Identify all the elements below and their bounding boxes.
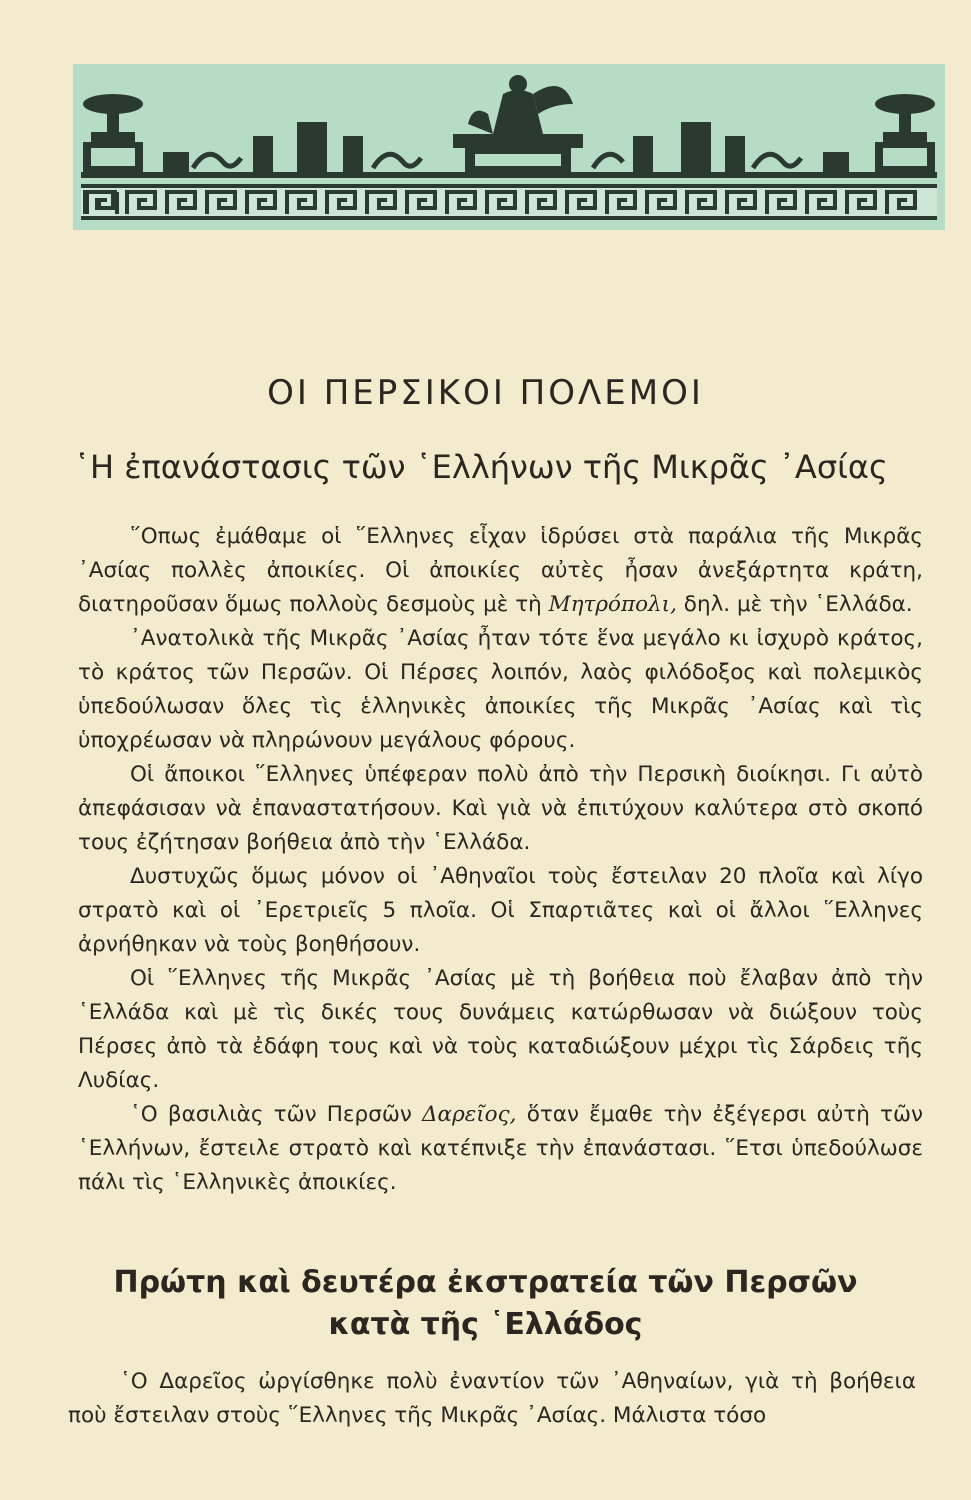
oil-lamp-icon (83, 94, 143, 172)
paragraph: Δυστυχῶς ὅμως μόνον οἱ ᾿Αθηναῖοι τοὺς ἔστειλαν 20 πλοῖα καὶ λίγο στρατὸ καὶ οἱ ᾿Ερετριεῖς 5 πλοῖα. Οἱ Σπαρτιᾶτες καὶ οἱ ἄλλοι ῞Ελληνες ἀρνήθηκαν νὰ τοὺς βοηθήσουν. (78, 864, 923, 957)
page-title: ΟΙ ΠΕΡΣΙΚΟΙ ΠΟΛΕΜΟΙ (267, 372, 704, 413)
section1-heading: ῾Η ἐπανάστασις τῶν ῾Ελλήνων τῆς Μικρᾶς ᾿Ασίας (74, 448, 888, 486)
paragraph: ῾Ο βασιλιὰς τῶν Περσῶν Δαρεῖος, ὅταν ἔμαθε τὴν ἐξέγερσι αὐτὴ τῶν ῾Ελλήνων, ἔστειλε στρατὸ καὶ κατέπνιξε τὴν ἐπανάστασι. ῞Ετσι ὑπεδούλωσε πάλι τὶς ῾Ελληνικὲς ἀποικίες. (78, 1102, 923, 1195)
paragraph: Οἱ ῞Ελληνες τῆς Μικρᾶς ᾿Ασίας μὲ τὴ βοήθεια ποὺ ἔλαβαν ἀπὸ τὴν ῾Ελλάδα καὶ μὲ τὶς δικές τους δυνάμεις κατώρθωσαν νὰ διώξουν τοὺς Πέρσες ἀπὸ τὰ ἐδάφη τους καὶ νὰ τοὺς καταδιώξουν μέχρι τὶς Σάρδεις τῆς Λυδίας. (78, 966, 923, 1093)
section2-heading-line2: κατὰ τῆς ῾Ελλάδος (328, 1307, 643, 1342)
decorative-banner (73, 64, 945, 230)
section2-heading-line1: Πρώτη καὶ δευτέρα ἐκστρατεία τῶν Περσῶν (113, 1265, 858, 1300)
oil-lamp-icon (875, 94, 935, 172)
paragraph: ῞Οπως ἐμάθαμε οἱ ῞Ελληνες εἶχαν ἱδρύσει στὰ παράλια τῆς Μικρᾶς ᾿Ασίας πολλὲς ἀποικίες. Οἱ ἀποικίες αὐτὲς ἦσαν ἀνεξάρτητα κράτη, διατηροῦσαν ὅμως πολλοὺς δεσμοὺς μὲ τὴ Μητρόπολι, δηλ. μὲ τὴν ῾Ελλάδα. (78, 524, 923, 617)
section1-body (78, 520, 923, 1200)
sphinx-figure-icon (453, 75, 583, 172)
section2-heading (0, 1262, 971, 1346)
ornament-graphic (73, 64, 945, 230)
ornament-base-line (81, 172, 937, 178)
section2-body (68, 1365, 916, 1433)
paragraph: Οἱ ἄποικοι ῞Ελληνες ὑπέφεραν πολὺ ἀπὸ τὴν Περσικὴ διοίκησι. Γι αὐτὸ ἀπεφάσισαν νὰ ἐπαναστατήσουν. Καὶ γιὰ νὰ ἐπιτύχουν καλύτερα στὸ σκοπό τους ἐζήτησαν βοήθεια ἀπὸ τὴν ῾Ελλάδα. (78, 762, 923, 855)
paragraph: ῾Ο Δαρεῖος ὠργίσθηκε πολὺ ἐναντίον τῶν ᾿Αθηναίων, γιὰ τὴ βοήθεια ποὺ ἔστειλαν στοὺς ῞Ελληνες τῆς Μικρᾶς ᾿Ασίας. Μάλιστα τόσο (68, 1369, 916, 1428)
paragraph: ᾿Ανατολικὰ τῆς Μικρᾶς ᾿Ασίας ἦταν τότε ἕνα μεγάλο κι ἰσχυρὸ κράτος, τὸ κράτος τῶν Περσῶν. Οἱ Πέρσες λοιπόν, λαὸς φιλόδοξος καὶ πολεμικὸς ὑπεδούλωσαν ὅλες τὶς ἑλληνικὲς ἀποικίες τῆς Μικρᾶς ᾿Ασίας καὶ τὶς ὑποχρέωσαν νὰ πληρώνουν μεγάλους φόρους. (78, 626, 923, 753)
